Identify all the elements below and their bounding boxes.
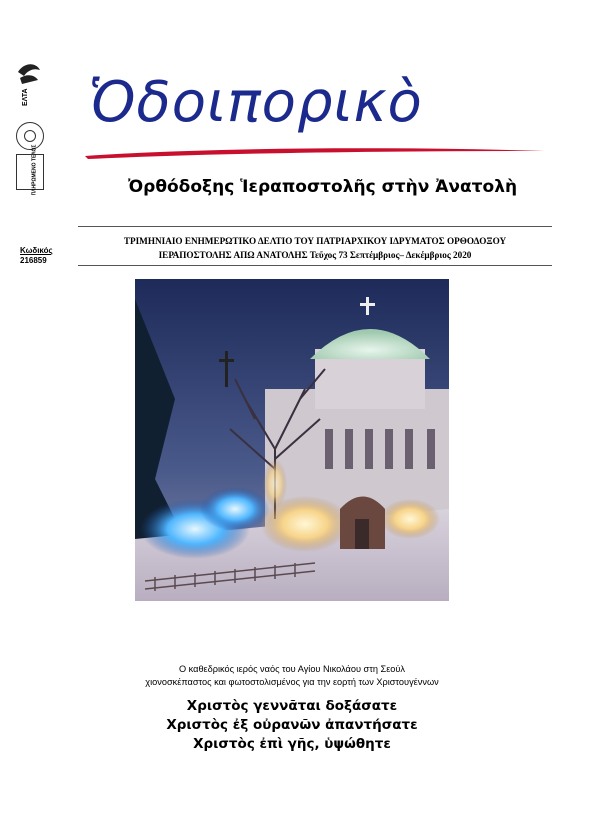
code-label: Κωδικός	[20, 246, 53, 255]
masthead	[80, 70, 550, 170]
bottom-divider	[78, 265, 552, 266]
caption-line1: Ο καθεδρικός ιερός ναός του Αγίου Νικολάου στη Σεούλ	[178, 664, 406, 674]
elta-logo-icon	[14, 60, 44, 110]
issue-info-line2: ΙΕΡΑΠΟΣΤΟΛΗΣ ΑΠΩ ΑΝΑΤΟΛΗΣ Τεῦχος 73 Σεπτέμβριος– Δεκέμβριος 2020	[158, 250, 472, 260]
magazine-subtitle: Ὀρθόδοξης Ἱεραποστολῆς στὴν Ἀνατολὴ	[128, 177, 518, 197]
hymn-line2: Χριστὸς ἐξ οὐρανῶν ἀπαντήσατε	[166, 717, 418, 733]
issue-info	[78, 234, 552, 262]
hymn-line3: Χριστὸς ἐπὶ γῆς, ὑψώθητε	[193, 736, 391, 752]
top-divider	[78, 226, 552, 227]
cover-photo	[135, 279, 449, 601]
elta-label: ΕΛΤΑ	[22, 88, 29, 106]
magazine-title: Ὁδοιπορικὸ	[88, 70, 423, 135]
issue-info-line1: ΤΡΙΜΗΝΙΑΙΟ ΕΝΗΜΕΡΩΤΙΚΟ ΔΕΛΤΙΟ ΤΟΥ ΠΑΤΡΙΑΡΧΙΚΟΥ ΙΔΡΥΜΑΤΟΣ ΟΡΘΟΔΟΞΟΥ	[123, 236, 507, 246]
code-value: 216859	[20, 256, 47, 265]
photo-caption	[135, 663, 449, 689]
title-underline-swoosh	[80, 142, 550, 162]
hymn-line1: Χριστὸς γεννᾶται δοξάσατε	[186, 698, 398, 714]
postage-box: ΠΛΗΡΩΜΕΝΟ ΤΕΛΟΣ	[16, 154, 44, 190]
christmas-hymn	[105, 697, 479, 754]
postal-code	[20, 246, 53, 266]
postal-seal-icon	[16, 122, 44, 150]
caption-line2: χιονοσκέπαστος και φωτοστολισμένος για την εορτή των Χριστουγέννων	[145, 677, 439, 687]
